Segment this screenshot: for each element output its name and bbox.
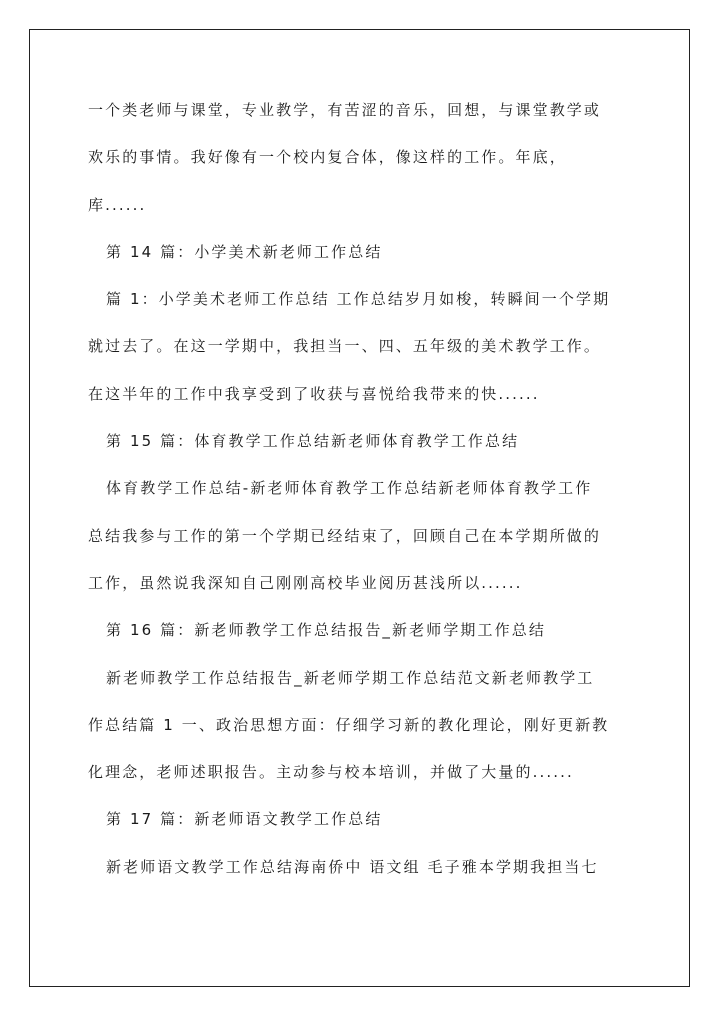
section-heading-14: 第 14 篇：小学美术新老师工作总结 (106, 242, 383, 261)
text-line: 体育教学工作总结-新老师体育教学工作总结新老师体育教学工作 (106, 479, 593, 498)
text-line: 作总结篇 1 一、政治思想方面：仔细学习新的教化理论，刚好更新教 (88, 715, 610, 734)
text-line: 就过去了。在这一学期中，我担当一、四、五年级的美术教学工作。 (88, 337, 602, 356)
text-line: 库...... (88, 195, 147, 214)
text-line: 欢乐的事情。我好像有一个校内复合体，像这样的工作。年底， (88, 148, 567, 167)
text-line: 新老师语文教学工作总结海南侨中 语文组 毛子雅本学期我担当七 (106, 857, 599, 876)
section-heading-15: 第 15 篇：体育教学工作总结新老师体育教学工作总结 (106, 432, 520, 451)
text-line: 在这半年的工作中我享受到了收获与喜悦给我带来的快...... (88, 384, 540, 403)
text-line: 一个类老师与课堂，专业教学，有苦涩的音乐，回想，与课堂教学或 (88, 101, 602, 119)
text-line: 新老师教学工作总结报告_新老师学期工作总结范文新老师教学工 (106, 668, 595, 687)
text-line: 化理念，老师述职报告。主动参与校本培训，并做了大量的...... (88, 763, 574, 782)
text-line: 总结我参与工作的第一个学期已经结束了，回顾自己在本学期所做的 (88, 526, 602, 545)
section-heading-16: 第 16 篇：新老师教学工作总结报告_新老师学期工作总结 (106, 621, 546, 640)
section-heading-17: 第 17 篇：新老师语文教学工作总结 (106, 810, 383, 829)
document-body (88, 92, 636, 896)
text-line: 篇 1：小学美术老师工作总结 工作总结岁月如梭，转瞬间一个学期 (106, 290, 611, 309)
text-line: 工作，虽然说我深知自己刚刚高校毕业阅历甚浅所以...... (88, 573, 523, 592)
